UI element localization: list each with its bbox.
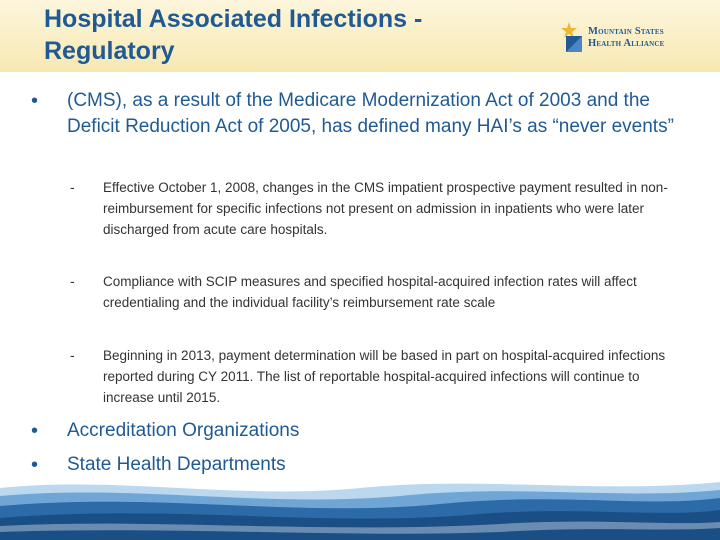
bullet-marker: • [31, 420, 39, 442]
bullet-text: (CMS), as a result of the Medicare Modernization Act of 2003 and the Deficit Reduction Act of 2005, has defined many HAI’s as “never events” [67, 90, 674, 137]
star-icon [560, 20, 586, 54]
subbullet-marker: - [70, 179, 75, 195]
subbullet-marker: - [70, 273, 75, 289]
bullet-marker: • [31, 454, 39, 476]
bullet-text: State Health Departments [67, 454, 286, 475]
wave-decoration [0, 470, 720, 540]
slide-title: Hospital Associated Infections - Regulatory [44, 5, 423, 65]
logo-line-1: Mountain States [588, 26, 664, 37]
logo-line-2: Health Alliance [588, 38, 665, 49]
subbullet-text: Beginning in 2013, payment determination will be based in part on hospital-acquired infections reported during CY 2011. The list of reportable hospital-acquired infections will continue to increase until 2015. [103, 348, 666, 405]
logo [560, 20, 700, 60]
bullet-marker: • [31, 90, 39, 112]
header-band [0, 0, 720, 72]
bullet-text: Accreditation Organizations [67, 420, 300, 441]
logo-text [588, 26, 665, 50]
subbullet-text: Effective October 1, 2008, changes in the CMS impatient prospective payment resulted in non-reimbursement for specific infections not present on admission in inpatients who were later discharged from acute care hospitals. [103, 180, 668, 237]
subbullet-marker: - [70, 347, 75, 363]
subbullet-text: Compliance with SCIP measures and specified hospital-acquired infection rates will affect credentialing and the individual facility’s reimbursement rate scale [103, 274, 637, 310]
